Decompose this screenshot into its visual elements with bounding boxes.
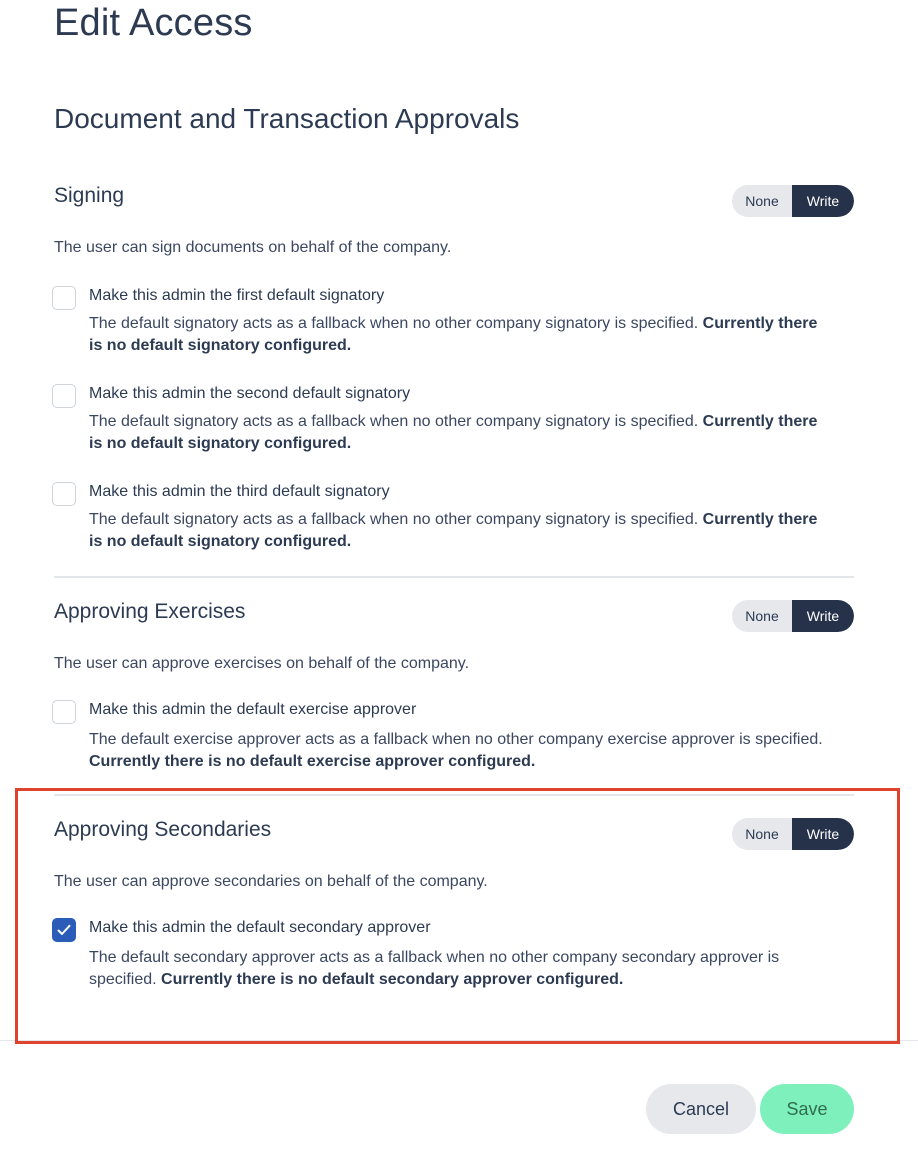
help-text-bold: Currently there is no default signatory configured. [89,413,818,452]
third-signatory-checkbox[interactable] [52,482,76,506]
section-title-approving-exercises: Approving Exercises [54,600,246,623]
exercise-approver-checkbox[interactable] [52,700,76,724]
help-text-bold: Currently there is no default signatory configured. [89,511,818,550]
page-title: Edit Access [54,2,253,44]
second-signatory-checkbox[interactable] [52,384,76,408]
section-description-approving-exercises: The user can approve exercises on behalf of the company. [54,655,470,672]
option-label: Make this admin the default exercise approver [89,701,417,718]
option-help-text [89,313,834,357]
option-help-text [89,729,834,773]
help-text-bold: Currently there is no default exercise approver configured. [89,753,536,770]
help-text: The default signatory acts as a fallback when no other company signatory is specified. [89,511,699,528]
help-text: The default signatory acts as a fallback when no other company signatory is specified. [89,315,699,332]
help-text: The default secondary approver acts as a fallback when no other company secondary approver is specified. [89,949,780,988]
secondaries-write-option[interactable]: Write [792,818,854,850]
option-label: Make this admin the default secondary approver [89,919,431,936]
section-divider [54,576,854,578]
help-text-bold: Currently there is no default signatory configured. [89,315,818,354]
help-text: The default exercise approver acts as a fallback when no other company exercise approver is specified. [89,731,823,748]
cancel-button[interactable]: Cancel [646,1084,756,1134]
option-help-text [89,411,834,455]
section-description-signing: The user can sign documents on behalf of the company. [54,239,452,256]
section-title-approving-secondaries: Approving Secondaries [54,818,272,841]
exercises-access-toggle [732,600,854,632]
page-subtitle: Document and Transaction Approvals [54,103,520,134]
first-signatory-checkbox[interactable] [52,286,76,310]
signing-none-option[interactable]: None [745,193,779,209]
exercises-none-option[interactable]: None [745,608,779,624]
signing-write-option[interactable]: Write [792,185,854,217]
help-text-bold: Currently there is no default secondary approver configured. [161,971,624,988]
option-label: Make this admin the third default signatory [89,483,390,500]
option-help-text [89,509,834,553]
section-description-approving-secondaries: The user can approve secondaries on behalf of the company. [54,873,488,890]
secondaries-none-option[interactable]: None [745,826,779,842]
help-text: The default signatory acts as a fallback when no other company signatory is specified. [89,413,699,430]
highlight-annotation-box [15,788,900,1044]
option-label: Make this admin the first default signatory [89,287,385,304]
signing-access-toggle [732,185,854,217]
section-title-signing: Signing [54,184,125,207]
option-label: Make this admin the second default signatory [89,385,411,402]
exercises-write-option[interactable]: Write [792,600,854,632]
save-button[interactable]: Save [760,1084,854,1134]
